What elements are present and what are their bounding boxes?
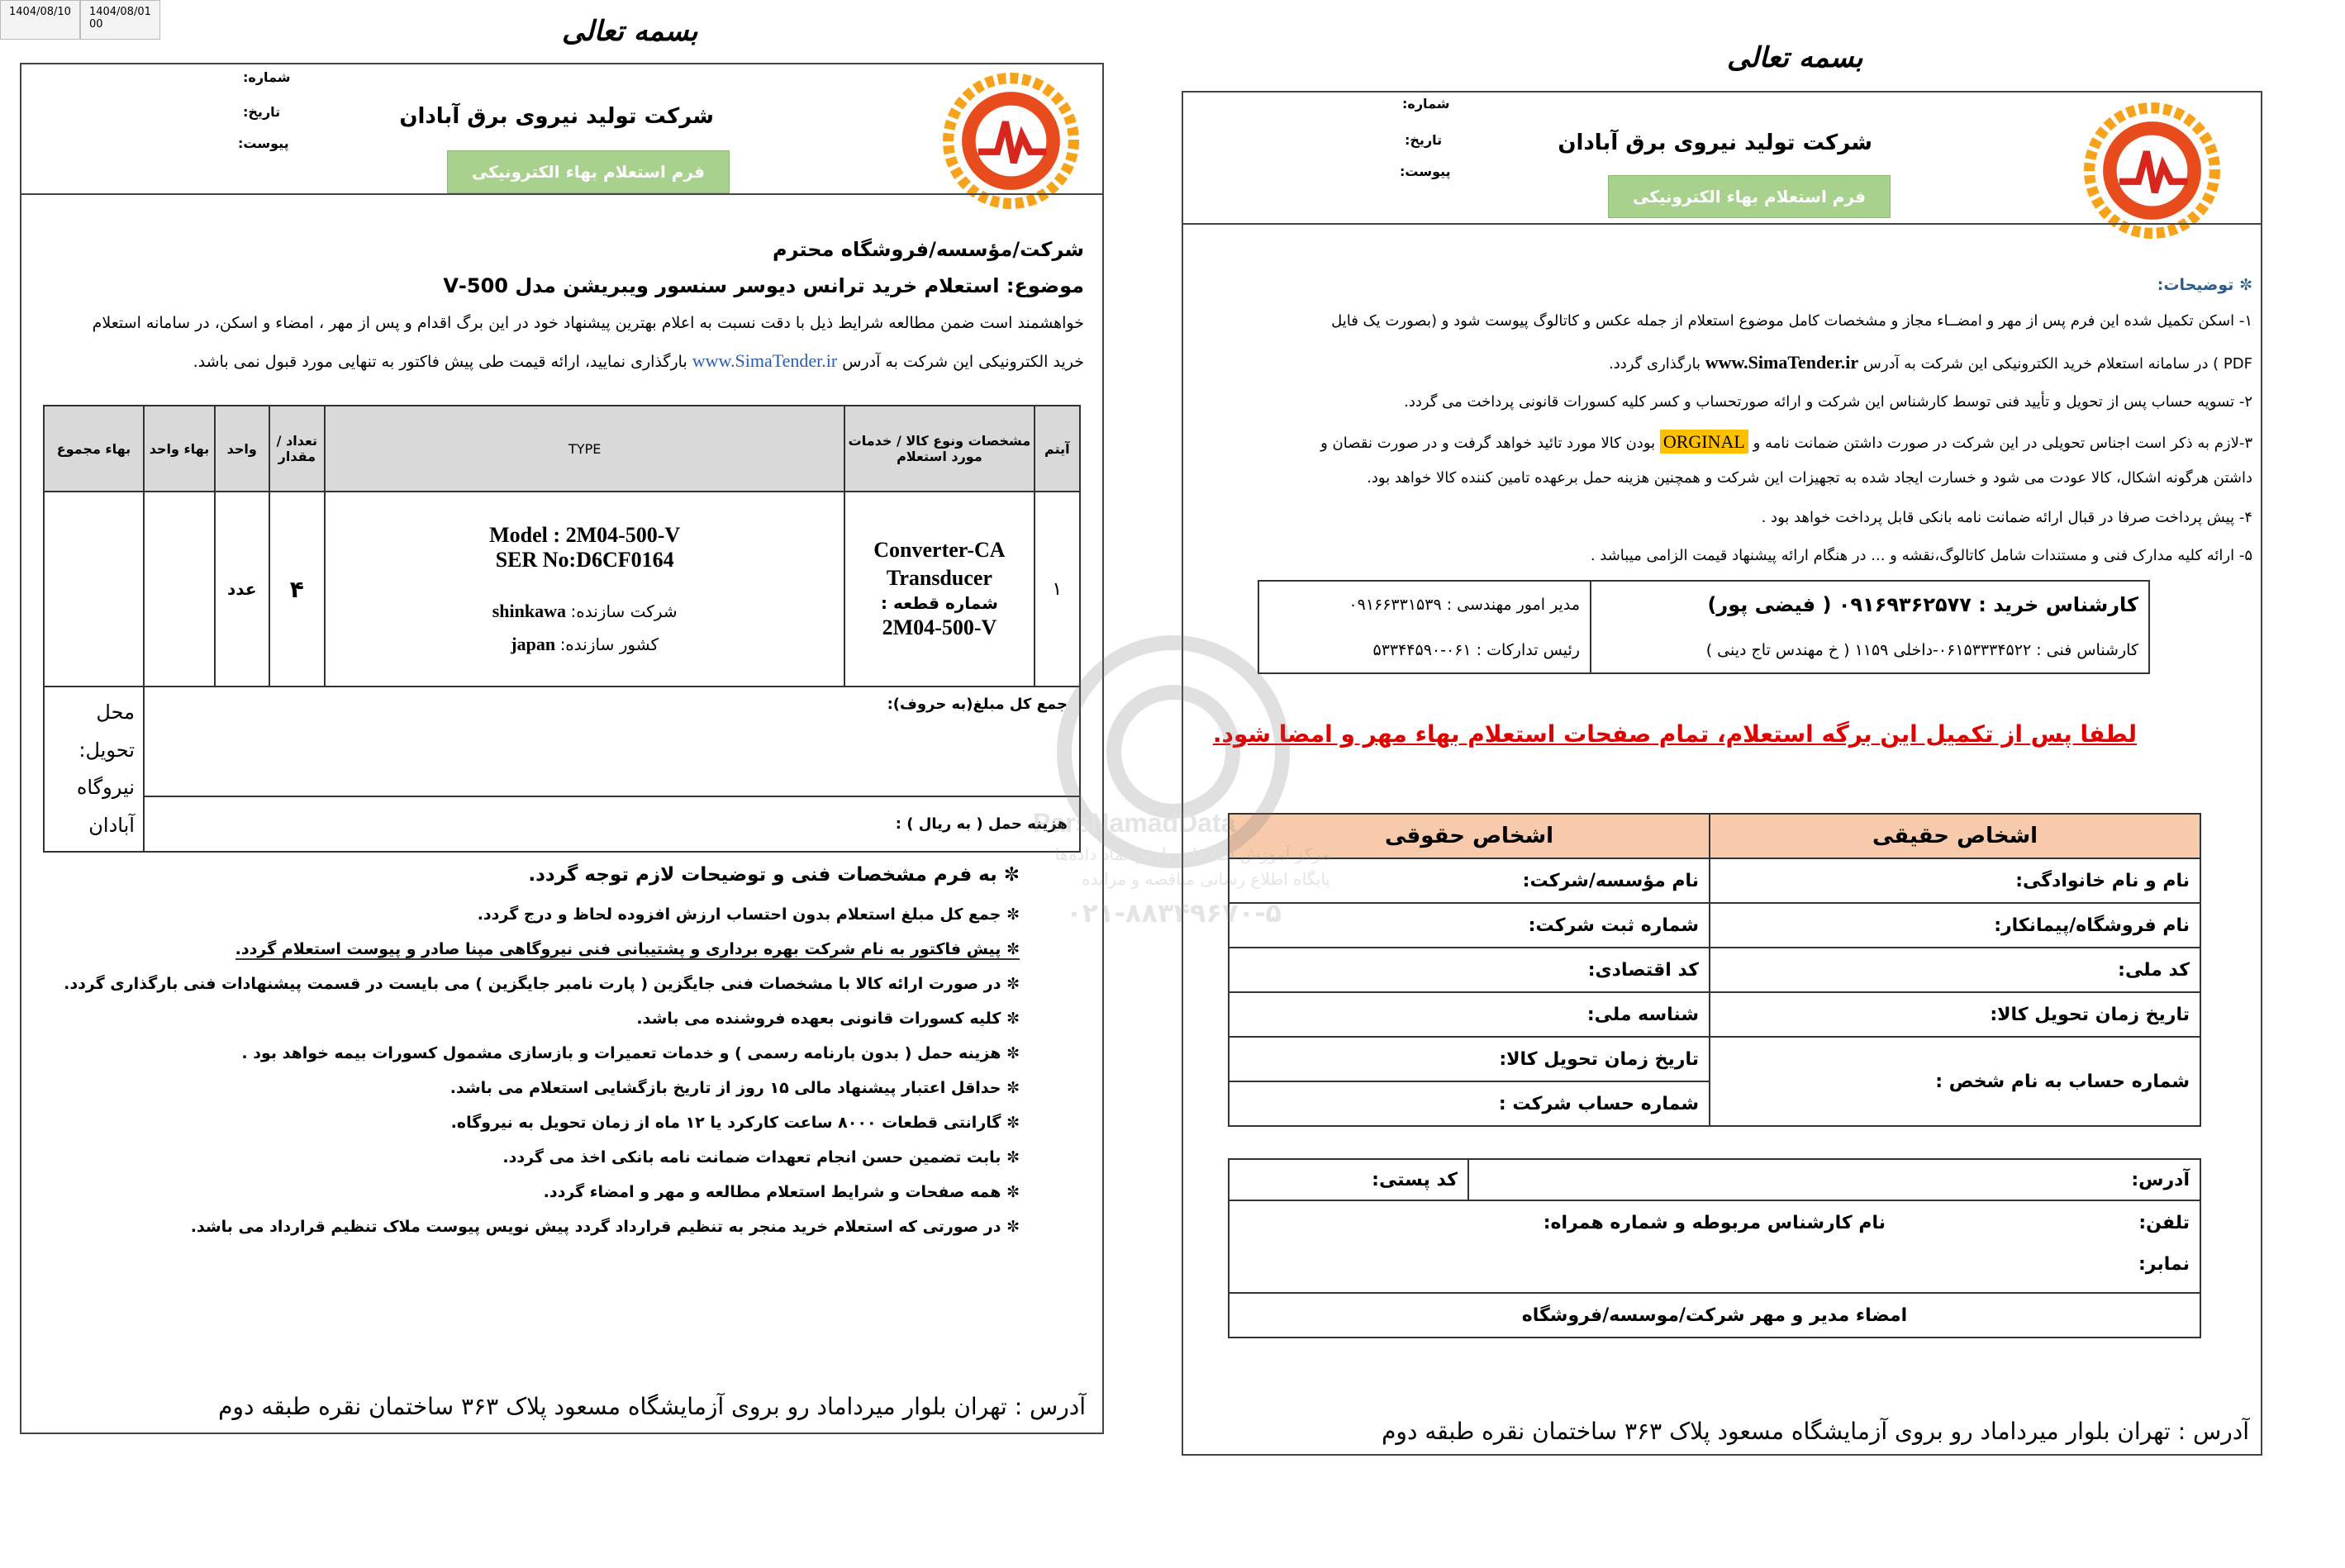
legal-field-4[interactable]: شناسه ملی: [1229,992,1710,1037]
note-1: ✼ جمع کل مبلغ استعلام بدون احتساب ارزش افزوده لحاظ و درج گردد. [477,905,1020,924]
fax-field[interactable]: نمابر: [2138,1254,2190,1275]
exp-3a-text: ۳-لازم به ذکر است اجناس تحویلی در این شرکت در صورت داشتن ضمانت نامه و [1753,435,2252,452]
th-unit-price: بهاء واحد [144,406,215,492]
note-5-text: هزینه حمل ( بدون بارنامه رسمی ) و خدمات تعمیرات و بازسازی مشمول کسورات بیمه خواهد بود . [241,1044,1001,1062]
table-row [44,492,1080,687]
legal-field-2[interactable]: شماره ثبت شرکت: [1229,903,1710,948]
left-header-divider [21,193,1104,195]
note-10-text: در صورتی که استعلام خرید منجر به تنظیم قرارداد گردد پیش نویس پیوست ملاک تنظیم قرارداد می باشد. [190,1218,1001,1236]
right-bismillah: بسمه تعالی [1727,41,1863,74]
th-total-price: بهاء مجموع [44,406,144,492]
right-number-label: شماره: [1402,96,1450,112]
th-desc: مشخصات ونوع کالا / خدمات مورد استعلام [844,406,1034,492]
exp-5: ۵- ارائه کلیه مدارک فنی و مستندات شامل کاتالوگ،نقشه و ... در هنگام ارائه پیشنهاد قیمت الزامی میباشد . [1590,547,2252,564]
real-field-3[interactable]: کد ملی: [1710,948,2200,992]
left-company-name: شرکت تولید نیروی برق آبادان [399,104,714,129]
phone-field[interactable]: تلفن: [2138,1213,2190,1233]
notes-title-text: به فرم مشخصات فنی و توضیحات لازم توجه گردد. [528,864,997,886]
left-footer-address: آدرس : تهران بلوار میرداماد رو بروی آزمایشگاه مسعود پلاک ۳۶۳ ساختمان نقره طبقه دوم [218,1393,1086,1420]
exp-1-url[interactable]: www.SimaTender.ir [1705,352,1859,373]
note-9: ✼ همه صفحات و شرایط استعلام مطالعه و مهر و امضاء گردد. [543,1183,1020,1201]
date-tabs [0,0,160,40]
left-bismillah: بسمه تعالی [562,15,698,48]
real-field-4[interactable]: تاریخ زمان تحویل کالا: [1710,992,2200,1037]
phone-fax-cell [1229,1200,2200,1293]
note-3-text: در صورت ارائه کالا با مشخصات فنی جایگزین ( پارت نامبر جایگزین ) می بایست در قسمت پیشنهادات فنی بارگذاری گردد. [64,975,1001,993]
explanations-title [2157,276,2252,294]
note-1-text: جمع کل مبلغ استعلام بدون احتساب ارزش افزوده لحاظ و درج گردد. [477,905,1001,924]
cell-delivery [44,687,144,852]
expert-field[interactable]: نام کارشناس مربوطه و شماره همراه: [1543,1213,1886,1233]
watermark-line1: مرکز آموزش اطلاعات پارس نماد داده‌ها [1054,844,1330,864]
left-attachment-label: پیوست: [238,135,289,151]
note-8: ✼ بابت تضمین حسن انجام تعهدات ضمانت نامه بانکی اخذ می گردد. [502,1148,1020,1166]
items-table [43,405,1081,853]
type-country-line [326,634,843,655]
persons-table [1228,813,2201,1127]
right-form-title[interactable]: فرم استعلام بهاء الکترونیکی [1608,175,1891,218]
delivery-value: نیروگاه آبادان [76,776,135,837]
note-3: ✼ در صورت ارائه کالا با مشخصات فنی جایگزین ( پارت نامبر جایگزین ) می بایست در قسمت پیشنهادات فنی بارگذاری گردد. [64,975,1020,993]
left-intro-line1: خواهشمند است ضمن مطالعه شرایط ذیل با دقت نسبت به اعلام بهترین پیشنهاد خود در این برگ اقدام و پس از مهر ، امضاء و اسکن، در سامانه استعلام [92,314,1084,332]
legal-field-1[interactable]: نام مؤسسه/شرکت: [1229,858,1710,903]
right-footer-address: آدرس : تهران بلوار میرداماد رو بروی آزمایشگاه مسعود پلاک ۳۶۳ ساختمان نقره طبقه دوم [1382,1418,2249,1445]
contact-eng-manager: مدیر امور مهندسی : ۰۹۱۶۶۳۳۱۵۳۹ [1258,581,1591,627]
explanations-asterisk: ✼ [2233,276,2252,294]
date-tab-1[interactable]: 1404/08/10 [0,0,80,40]
desc-1: Converter-CA [873,538,1006,563]
exp-2: ۲- تسویه حساب پس از تحویل و تأیید فنی توسط کارشناس این شرکت و ارائه صورتحساب و کسر کلیه کسورات قانونی پرداخت می گردد. [1404,393,2252,411]
type-country-label: کشور سازنده: [559,634,659,654]
type-maker-label: شرکت سازنده: [570,601,678,621]
watermark-line2: پایگاه اطلاع رسانی مناقصه و مزایده [1082,869,1330,889]
exp-1b-text: PDF ) در سامانه استعلام خرید الکترونیکی این شرکت به آدرس [1862,355,2252,373]
cell-type [325,492,844,687]
watermark-brand: ParsNamadData [1033,808,1236,838]
right-header-divider [1183,223,2262,225]
contact-supply-head: رئیس تدارکات : ۰۶۱-۵۳۳۴۴۵۹۰ [1258,627,1591,673]
signature-field[interactable]: امضاء مدیر و مهر شرکت/موسسه/فروشگاه [1229,1293,2200,1338]
note-4-text: کلیه کسورات قانونی بعهده فروشنده می باشد. [636,1010,1001,1028]
exp-4: ۴- پیش پرداخت صرفا در قبال ارائه ضمانت نامه بانکی قابل پرداخت خواهد بود . [1761,509,2252,526]
note-5: ✼ هزینه حمل ( بدون بارنامه رسمی ) و خدمات تعمیرات و بازسازی مشمول کسورات بیمه خواهد بود . [241,1044,1020,1062]
notes-list [28,905,1020,1252]
legal-field-6[interactable]: شماره حساب شرکت : [1229,1081,1710,1126]
cell-shipping[interactable]: هزینه حمل ( به ریال ) : [144,796,1080,853]
desc-2: Transducer [886,566,992,591]
real-field-2[interactable]: نام فروشگاه/پیمانکار: [1710,903,2200,948]
left-intro-line2 [193,350,1084,372]
date-tab-2[interactable] [80,0,160,40]
left-intro-line2-b: بارگذاری نمایید، ارائه قیمت طی پیش فاکتور به تنهایی مورد قبول نمی باشد. [193,353,687,371]
phone-fax-wrap [1230,1201,2200,1292]
type-maker-line [326,601,843,622]
th-item: آیتم [1035,406,1080,492]
exp-1c: بارگذاری گردد. [1609,355,1700,373]
note-2: ✼ پیش فاکتور به نام شرکت بهره برداری و پشتیبانی فنی نیروگاهی مپنا صادر و پیوست استعلام گردد. [235,940,1020,958]
real-persons-title: اشخاص حقیقی [1710,814,2200,858]
exp-1b [1609,352,2252,373]
exp-3a [1320,431,2252,453]
note-8-text: بابت تضمین حسن انجام تعهدات ضمانت نامه بانکی اخذ می گردد. [502,1148,1001,1166]
note-2-text: پیش فاکتور به نام شرکت بهره برداری و پشتیبانی فنی نیروگاهی مپنا صادر و پیوست استعلام گردد. [235,940,1001,958]
right-company-name: شرکت تولید نیروی برق آبادان [1558,131,1872,155]
th-unit: واحد [215,406,269,492]
real-field-5[interactable]: شماره حساب به نام شخص : [1710,1037,2200,1126]
legal-field-3[interactable]: کد اقتصادی: [1229,948,1710,992]
red-notice: لطفا پس از تکمیل این برگه استعلام، تمام صفحات استعلام بهاء مهر و امضا شود. [1212,720,2137,748]
left-page [20,63,1104,1434]
note-7-text: گارانتی قطعات ۸۰۰۰ ساعت کارکرد یا ۱۲ ماه از زمان تحویل به نیروگاه. [450,1114,1001,1132]
th-type: TYPE [325,406,844,492]
exp-3-highlight: ORGINAL [1660,430,1748,454]
desc-3: شماره قطعه : [881,592,998,613]
exp-3c: داشتن هرگونه اشکال، کالا عودت می شود و خسارت ایجاد شده به تجهیزات این شرکت و همچنین هزینه حمل برعهده تامین کننده کالا خواهد بود. [1367,469,2252,487]
postal-field[interactable]: کد پستی: [1229,1159,1468,1200]
cell-qty: ۴ [269,492,326,687]
left-intro-url[interactable]: www.SimaTender.ir [692,350,838,371]
company-logo-icon-right [2084,102,2220,239]
date-tab-2-a: 1404/08/01 [88,6,151,18]
cell-item: ۱ [1035,492,1080,687]
address-table [1228,1158,2201,1338]
type-country: japan [511,634,556,654]
note-7: ✼ گارانتی قطعات ۸۰۰۰ ساعت کارکرد یا ۱۲ ماه از زمان تحویل به نیروگاه. [450,1114,1020,1132]
note-9-text: همه صفحات و شرایط استعلام مطالعه و مهر و امضاء گردد. [543,1183,1001,1201]
right-attachment-label: پیوست: [1400,164,1451,179]
watermark-phone: ۰۲۱-۸۸۳۴۹۶۷۰-۵ [1066,897,1282,929]
cell-desc [844,492,1034,687]
cell-total-words[interactable]: جمع کل مبلغ(به حروف): [144,687,1080,796]
left-intro-line2-a: خرید الکترونیکی این شرکت به آدرس [842,353,1084,371]
exp-3b: بودن کالا مورد تائید خواهد گرفت و در صورت نقصان و [1320,435,1656,452]
notes-title [528,864,1020,886]
legal-persons-title: اشخاص حقوقی [1229,814,1710,858]
cell-total-price[interactable] [44,492,144,687]
cell-unit-price[interactable] [144,492,215,687]
desc-4: 2M04-500-V [882,615,997,639]
delivery-label: محل تحویل: [78,701,135,762]
address-field[interactable]: آدرس: [1468,1159,2200,1200]
left-date-label: تاریخ: [243,104,281,120]
note-10: ✼ در صورتی که استعلام خرید منجر به تنظیم قرارداد گردد پیش نویس پیوست ملاک تنظیم قرارداد می باشد. [190,1218,1020,1236]
watermark [1016,628,1363,942]
note-4: ✼ کلیه کسورات قانونی بعهده فروشنده می باشد. [636,1010,1020,1028]
note-6: ✼ حداقل اعتبار پیشنهاد مالی ۱۵ روز از تاریخ بازگشایی استعلام می باشد. [449,1079,1020,1097]
th-qty: تعداد / مقدار [269,406,326,492]
type-maker: shinkawa [492,601,567,621]
left-addressee: شرکت/مؤسسه/فروشگاه محترم [772,238,1084,261]
left-number-label: شماره: [243,69,291,85]
exp-1a: ۱- اسکن تکمیل شده این فرم پس از مهر و امضــاء مجاز و مشخصات کامل موضوع استعلام از جمله عکس و کاتالوگ پیوست شود و (بصورت یک فایل [1331,312,2252,330]
left-form-title[interactable]: فرم استعلام بهاء الکترونیکی [447,150,730,193]
left-subject: موضوع: استعلام خرید ترانس دیوسر سنسور ویبریشن مدل 500-V [443,274,1084,297]
contact-technical: کارشناس فنی : ۰۶۱۵۳۳۳۴۵۲۲-داخلی ۱۱۵۹ ( خ مهندس تاج دینی ) [1591,627,2149,673]
note-6-text: حداقل اعتبار پیشنهاد مالی ۱۵ روز از تاریخ بازگشایی استعلام می باشد. [449,1079,1001,1097]
watermark-logo-icon [1049,628,1297,876]
notes-title-asterisk: ✼ [997,864,1020,886]
real-field-1[interactable]: نام و نام خانوادگی: [1710,858,2200,903]
explanations-title-text: توضیحات: [2157,276,2234,294]
right-date-label: تاریخ: [1405,132,1443,148]
contacts-table [1258,580,2150,674]
cell-unit: عدد [215,492,269,687]
date-tab-2-b: 00 [88,18,103,31]
contact-buyer: کارشناس خرید : ۰۹۱۶۹۳۶۲۵۷۷ ( فیضی پور) [1591,581,2149,627]
legal-field-5[interactable]: تاریخ زمان تحویل کالا: [1229,1037,1710,1081]
type-ser: SER No:D6CF0164 [495,548,674,572]
company-logo-icon [943,73,1079,209]
type-model: Model : 2M04-500-V [489,523,681,547]
